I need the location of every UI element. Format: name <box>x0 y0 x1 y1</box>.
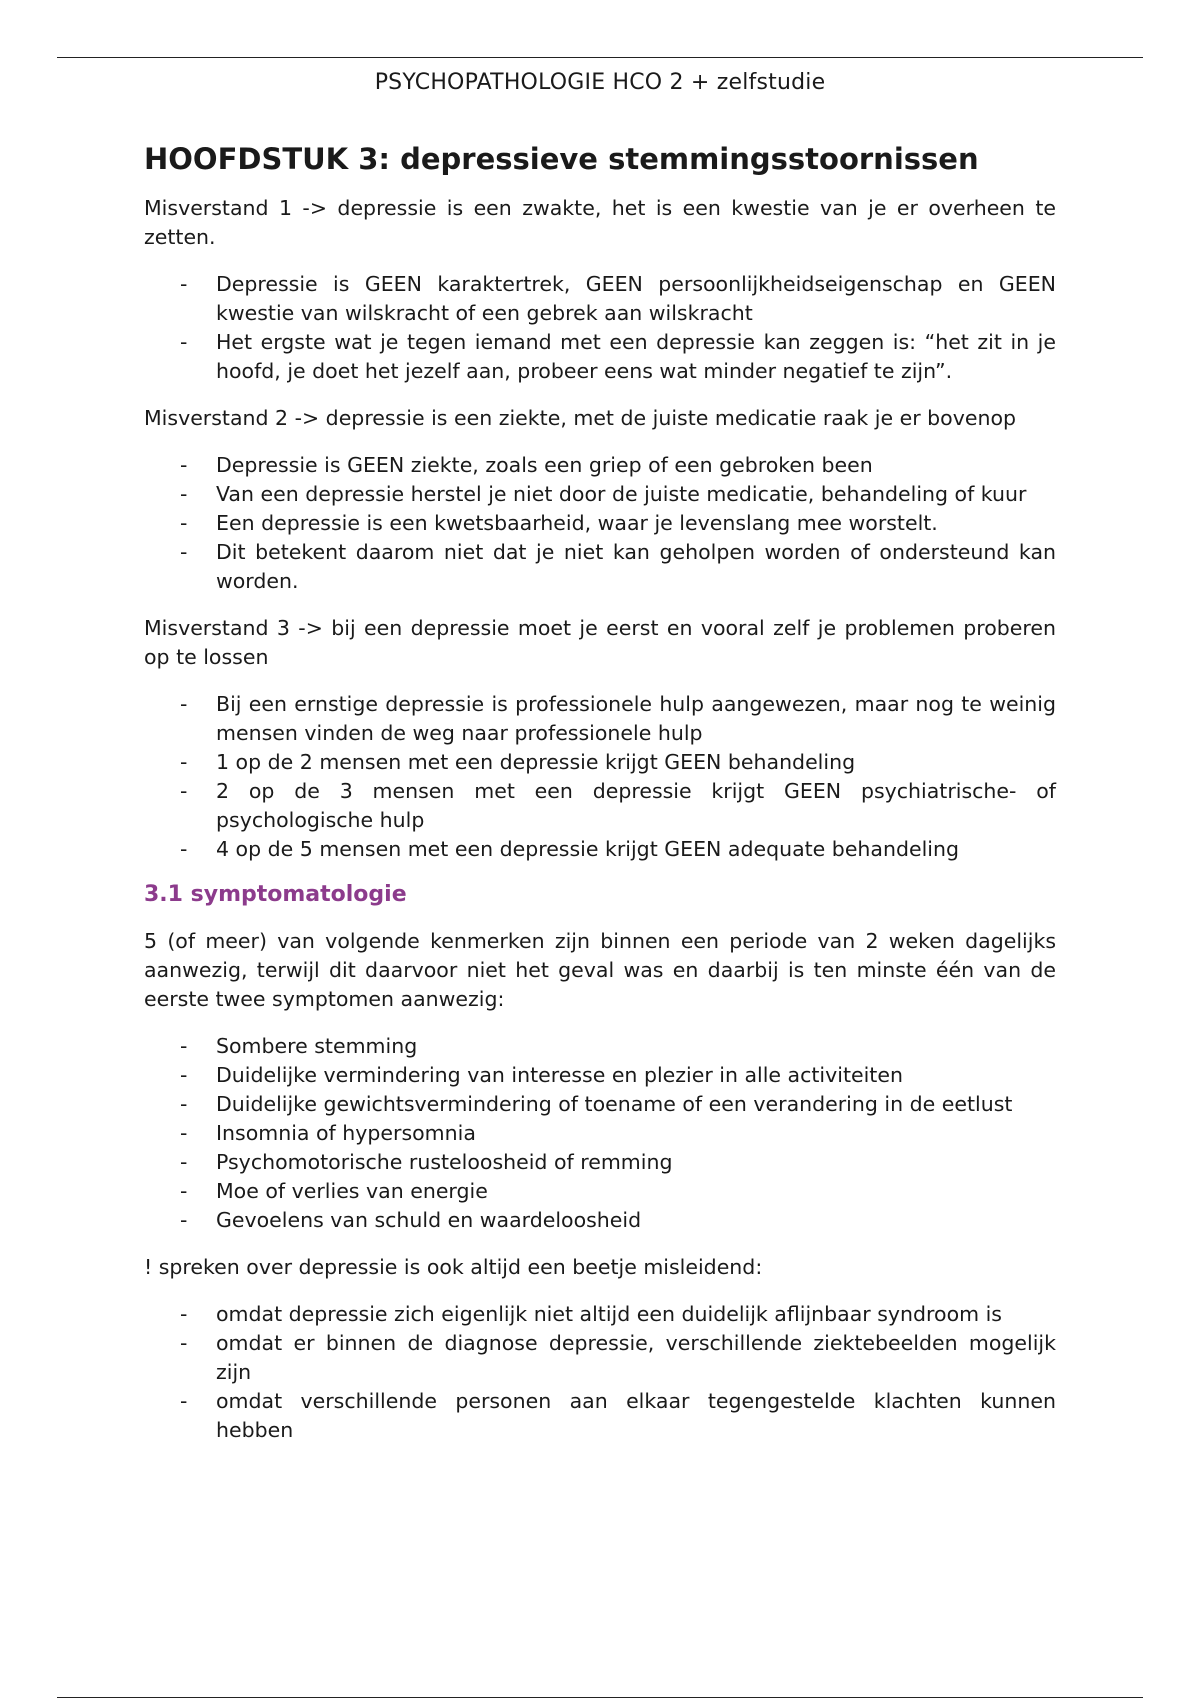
list-item: - Van een depressie herstel je niet door de juiste medicatie, behandeling of kuur <box>180 482 1027 506</box>
list-item: - Psychomotorische rusteloosheid of remming <box>180 1150 673 1174</box>
page-header: PSYCHOPATHOLOGIE HCO 2 + zelfstudie <box>374 70 826 95</box>
document-body <box>144 136 1056 1463</box>
list-item: - omdat er binnen de diagnose depressie, verschillende ziektebeelden mogelijk zijn <box>180 1331 1056 1384</box>
list-item: - omdat depressie zich eigenlijk niet altijd een duidelijk aflijnbaar syndroom is <box>180 1302 1002 1326</box>
list-item: - Het ergste wat je tegen iemand met een depressie kan zeggen is: “het zit in je hoofd, je doet het jezelf aan, probeer eens wat minder negatief te zijn”. <box>180 330 1056 383</box>
misverstand-2-list <box>144 451 1056 596</box>
list-item: - Dit betekent daarom niet dat je niet kan geholpen worden of ondersteund kan worden. <box>180 540 1056 593</box>
misverstand-1: Misverstand 1 -> depressie is een zwakte, het is een kwestie van je er overheen te zetten. <box>144 196 1056 249</box>
footer-rule <box>57 1697 1143 1698</box>
list-item: - Duidelijke vermindering van interesse en plezier in alle activiteiten <box>180 1063 903 1087</box>
list-item: - Sombere stemming <box>180 1034 418 1058</box>
list-item: - Duidelijke gewichtsvermindering of toename of een verandering in de eetlust <box>180 1092 1013 1116</box>
note-paragraph: ! spreken over depressie is ook altijd een beetje misleidend: <box>144 1255 763 1279</box>
misverstand-1-list <box>144 270 1056 386</box>
symptoms-intro: 5 (of meer) van volgende kenmerken zijn binnen een periode van 2 weken dagelijks aanwezig, terwijl dit daarvoor niet het geval was en daarbij is ten minste één van de eerste twee symptomen aanwezig: <box>144 929 1056 1011</box>
symptoms-list <box>144 1032 1056 1235</box>
section-heading: 3.1 symptomatologie <box>144 882 407 907</box>
list-item: - Depressie is GEEN karaktertrek, GEEN persoonlijkheidseigenschap en GEEN kwestie van wilskracht of een gebrek aan wilskracht <box>180 272 1056 325</box>
misverstand-2: Misverstand 2 -> depressie is een ziekte, met de juiste medicatie raak je er bovenop <box>144 406 1017 430</box>
list-item: - Insomnia of hypersomnia <box>180 1121 476 1145</box>
list-item: - 1 op de 2 mensen met een depressie krijgt GEEN behandeling <box>180 750 856 774</box>
list-item: - 4 op de 5 mensen met een depressie krijgt GEEN adequate behandeling <box>180 837 960 861</box>
misverstand-3-list <box>144 690 1056 864</box>
list-item: - Depressie is GEEN ziekte, zoals een griep of een gebroken been <box>180 453 873 477</box>
list-item: - Een depressie is een kwetsbaarheid, waar je levenslang mee worstelt. <box>180 511 938 535</box>
list-item: - omdat verschillende personen aan elkaar tegengestelde klachten kunnen hebben <box>180 1389 1056 1442</box>
chapter-title: HOOFDSTUK 3: depressieve stemmingsstoornissen <box>144 142 979 176</box>
note-list <box>144 1300 1056 1445</box>
list-item: - Bij een ernstige depressie is professionele hulp aangewezen, maar nog te weinig mensen vinden de weg naar professionele hulp <box>180 692 1056 745</box>
header-rule <box>57 57 1143 58</box>
list-item: - Moe of verlies van energie <box>180 1179 488 1203</box>
list-item: - Gevoelens van schuld en waardeloosheid <box>180 1208 642 1232</box>
list-item: - 2 op de 3 mensen met een depressie krijgt GEEN psychiatrische- of psychologische hulp <box>180 779 1056 832</box>
misverstand-3: Misverstand 3 -> bij een depressie moet je eerst en vooral zelf je problemen proberen op te lossen <box>144 616 1056 669</box>
